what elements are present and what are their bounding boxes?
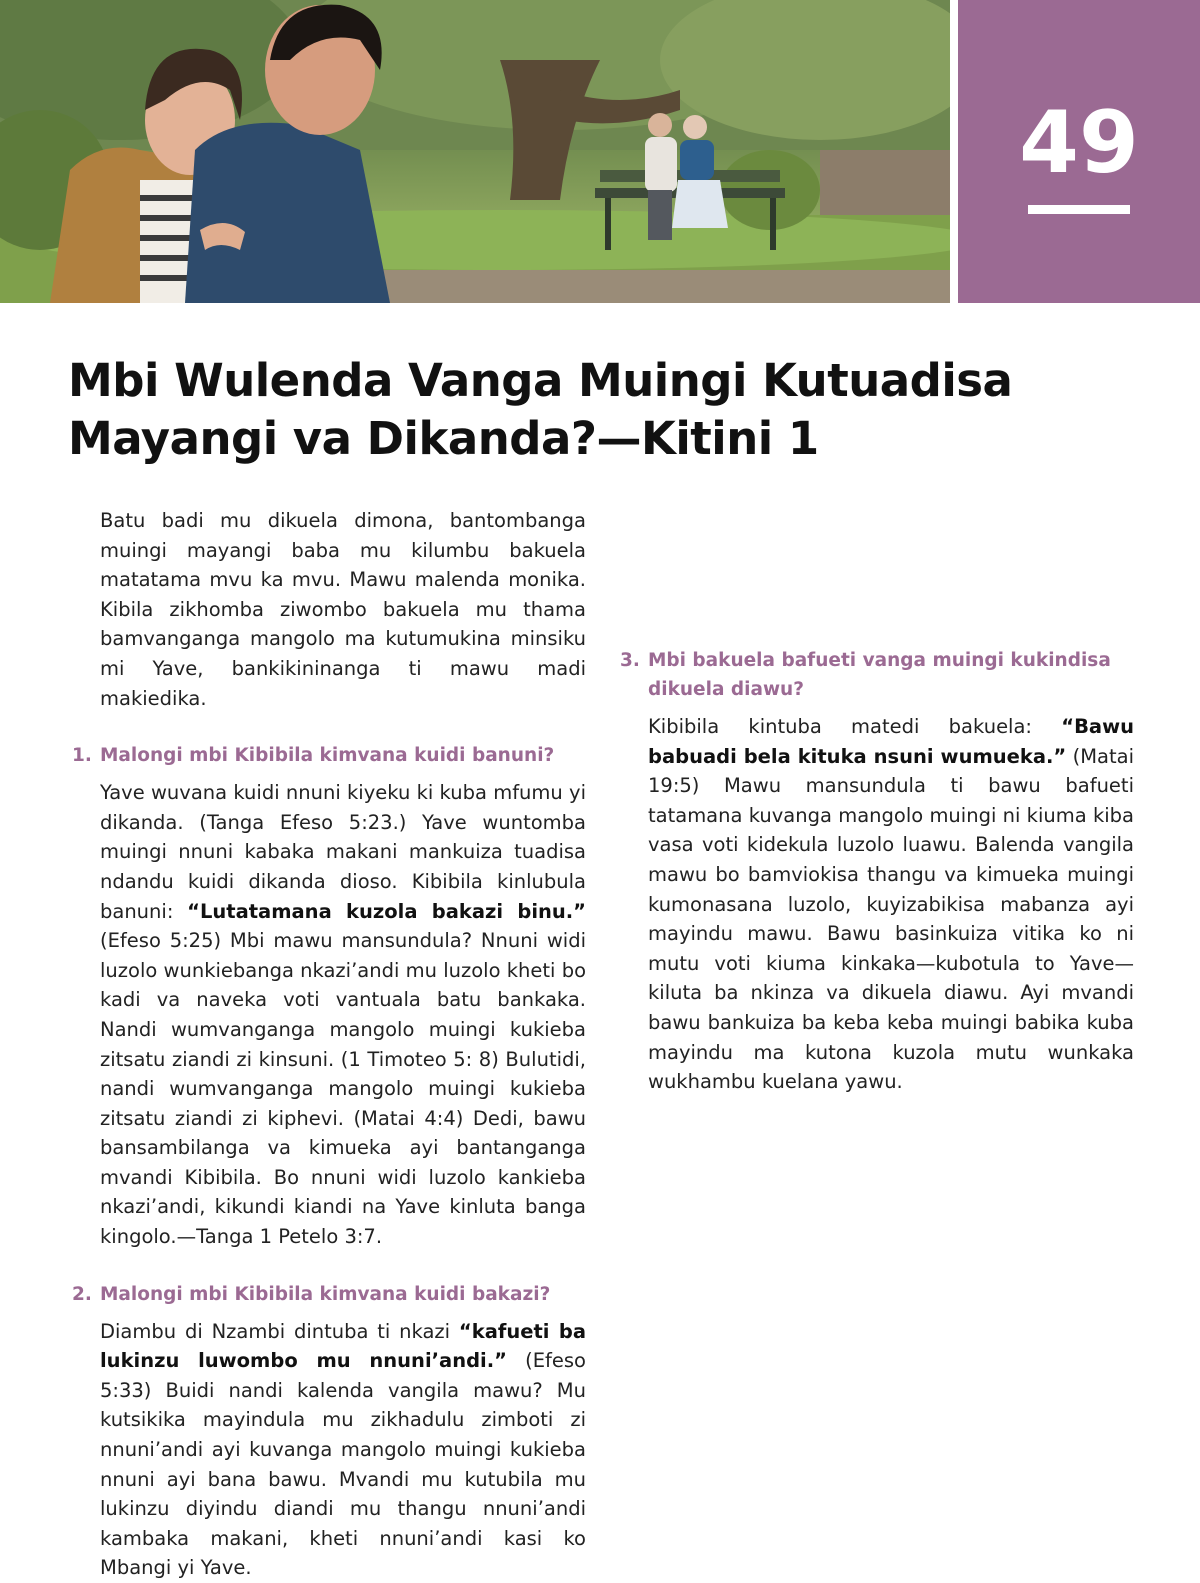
question-2-heading	[72, 1280, 586, 1309]
question-1-heading	[72, 741, 586, 770]
badge-underline	[1028, 205, 1130, 214]
answer-text: (Efeso 5:25) Mbi mawu mansundula? Nnuni widi luzolo wunkiebanga nkazi’andi mu luzolo kheti bo kadi va naveka voti vantuala batu bankaka. Nandi wumvanganga mangolo muingi kukieba zitsatu ziandi zi kinsuni. (1 Timoteo 5: 8) Bulutidi, nandi wumvanganga mangolo muingi kukieba zitsatu ziandi zi kiphevi. (Matai 4:4) Dedi, bawu bansambilanga va kimueka ayi bantanganga mvandi Kibibila. Bo nnuni widi luzolo kankieba nkazi’andi, kikundi kiandi na Yave kinluta banga kingolo.—Tanga 1 Petelo 3:7.	[100, 929, 586, 1249]
scripture-quote: “Lutatamana kuzola bakazi binu.”	[187, 899, 587, 923]
lesson-number: 49	[1019, 93, 1139, 193]
column-left	[72, 506, 586, 1583]
question-text: Malongi mbi Kibibila kimvana kuidi bakazi?	[100, 1283, 551, 1305]
scripture-quote: “Bawu babuadi bela kituka nsuni wumueka.”	[648, 715, 1134, 768]
question-number: 1.	[72, 745, 92, 767]
lesson-number-badge	[958, 0, 1200, 303]
question-3-heading	[620, 646, 1134, 704]
column-right	[620, 506, 1134, 1097]
answer-text: (Efeso 5:33) Buidi nandi kalenda vangila mawu? Mu kutsikika mayindula mu zikhadulu zimboti zi nnuni’andi ayi kuvanga mangolo muingi kukieba nnuni ayi bana bawu. Mvandi mu kutubila mu lukinzu diyindu diandi mu thangu nnuni’andi kambaka makani, kheti nnuni’andi kasi ko Mbangi yi Yave.	[100, 1349, 586, 1580]
question-number: 2.	[72, 1283, 92, 1305]
answer-text: Diambu di Nzambi dintuba ti nkazi	[100, 1319, 459, 1343]
answer-1-paragraph	[72, 778, 586, 1252]
page-title	[68, 352, 1068, 468]
question-text: Malongi mbi Kibibila kimvana kuidi banuni?	[100, 745, 555, 767]
answer-3-paragraph	[620, 712, 1134, 1097]
title-line-1: Mbi Wulenda Vanga Muingi Kutuadisa	[68, 354, 1013, 407]
hero-photo	[0, 0, 950, 303]
question-number: 3.	[620, 650, 640, 671]
answer-text: Yave wuvana kuidi nnuni kiyeku ki kuba mfumu yi dikanda. (Tanga Efeso 5:23.) Yave wuntomba muingi nnuni kabaka makani mankuiza tuadisa ndandu kuidi dikanda dioso. Kibibila kinlubula banuni:	[100, 781, 586, 923]
title-line-2: Mayangi va Dikanda?—Kitini 1	[68, 412, 819, 465]
scripture-quote: “kafueti ba lukinzu luwombo mu nnuni’andi.”	[100, 1319, 586, 1373]
answer-text: (Matai 19:5) Mawu mansundula ti bawu bafueti tatamana kuvanga mangolo muingi ni kiuma kiba vasa voti kidekula luzolo luawu. Balenda vangila mawu bo bamviokisa thangu va kimueka muingi kumonasana luzolo, kuyizabikisa mabanza ayi mayindu mawu. Bawu basinkuiza vitika ko ni mutu voti kiuma kinkaka—kubotula to Yave—kiluta ba nkinza va dikuela diawu. Ayi mvandi bawu bankuiza ba keba keba muingi babika kuba mayindu ma kutona kuzola mutu wunkaka wukhambu kuelana yawu.	[648, 744, 1134, 1094]
answer-2-paragraph	[72, 1317, 586, 1583]
intro-paragraph: Batu badi mu dikuela dimona, bantombanga muingi mayangi baba mu kilumbu bakuela matatama mvu ka mvu. Mawu malenda monika. Kibila zikhomba ziwombo bakuela mu thama bamvanganga mangolo ma kutumukina minsiku mi Yave, bankikininanga ti mawu madi makiedika.	[100, 509, 586, 710]
park-scene-illustration	[0, 0, 950, 303]
question-text: Mbi bakuela bafueti vanga muingi kukindisa dikuela diawu?	[648, 650, 1111, 700]
answer-text: Kibibila kintuba matedi bakuela:	[648, 715, 1062, 738]
